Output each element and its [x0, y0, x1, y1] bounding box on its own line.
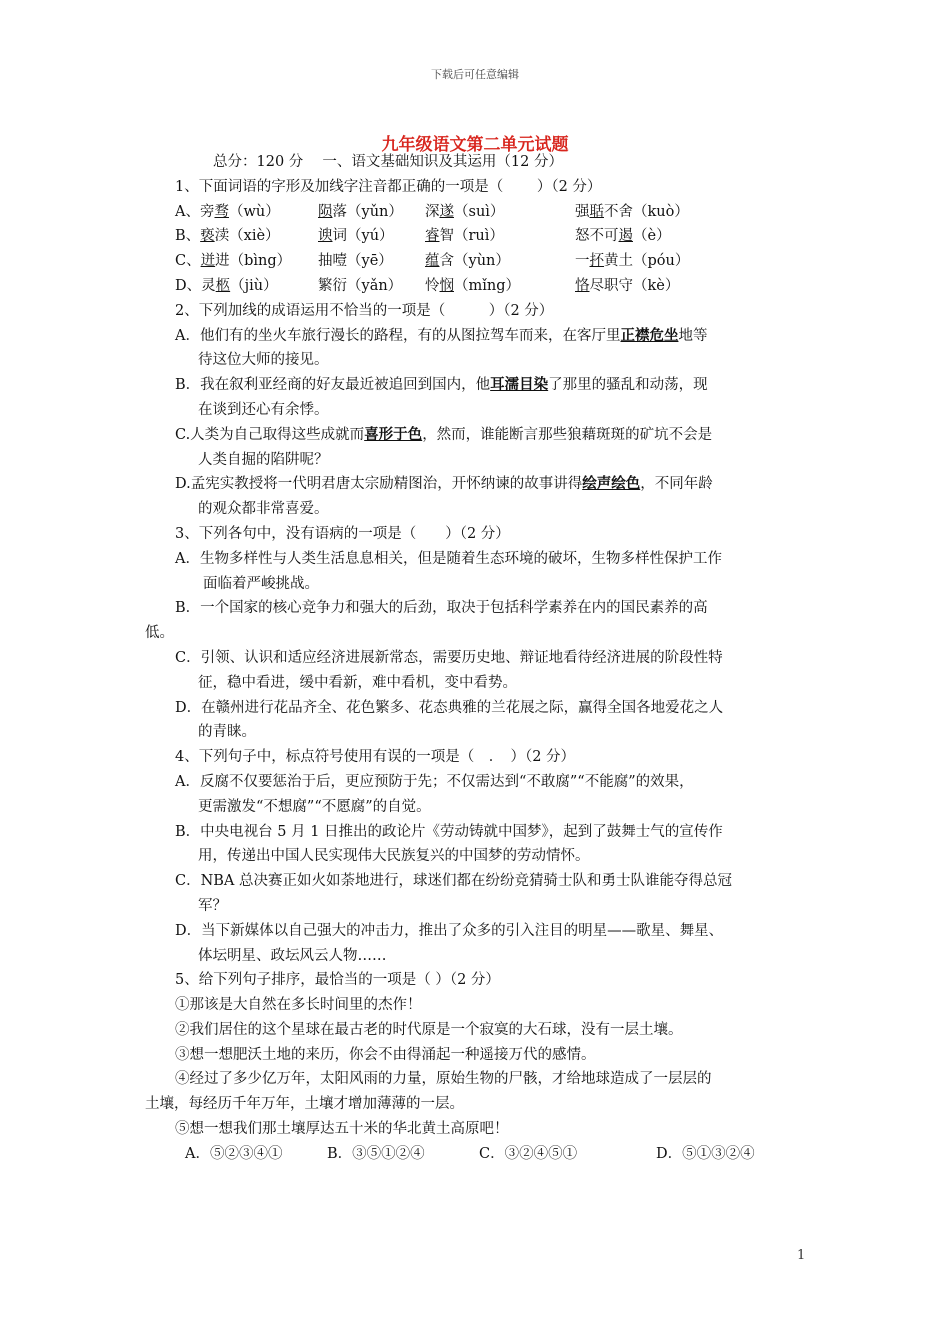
question-3-option-a-cont: 面临着严峻挑战。 [203, 575, 319, 592]
question-3-stem: 3、下列各句中，没有语病的一项是（ ）（2 分） [175, 525, 510, 542]
question-5-sentence-4-cont: 土壤，每经历千年万年，土壤才增加薄薄的一层。 [145, 1096, 464, 1113]
question-1-option-a: A、旁骛（wù） 陨落（yǔn） 深遂（suì） 强聒不舍（kuò） [175, 203, 689, 220]
question-3-option-c-cont: 征，稳中看进，缓中看新，难中看机，变中看势。 [198, 674, 517, 691]
question-2-option-c: C.人类为自己取得这些成就而喜形于色，然而，谁能断言那些狼藉斑斑的矿坑不会是 [175, 425, 713, 443]
score-summary: 总分：120 分 一、语文基础知识及其运用（12 分） [213, 154, 563, 170]
exam-content [145, 150, 810, 1167]
idiom-c: 喜形于色 [364, 425, 423, 443]
idiom-b: 耳濡目染 [490, 376, 549, 394]
question-1-option-d: D、灵柩（jiù） 繁衍（yǎn） 怜悯（mǐng） 恪尽职守（kè） [175, 277, 680, 294]
page-title: 九年级语文第二单元试题 [381, 135, 569, 155]
question-2-option-c-cont: 人类自掘的陷阱呢？ [198, 451, 329, 468]
question-2-option-b-cont: 在谈到还心有余悸。 [198, 401, 329, 418]
page-header-note: 下载后可任意编辑 [431, 68, 519, 81]
question-5-sentence-3: ③想一想肥沃土地的来历，你会不由得涌起一种遥接万代的感情。 [175, 1046, 596, 1063]
question-4-option-a: A．反腐不仅要惩治于后，更应预防于先；不仅需达到“不敢腐”“不能腐”的效果， [175, 773, 694, 790]
question-2-option-a: A．他们有的坐火车旅行漫长的路程，有的从图拉驾车而来，在客厅里正襟危坐地等 [175, 326, 708, 344]
question-4-option-c-cont: 军？ [198, 897, 227, 914]
question-3-option-c: C．引领、认识和适应经济进展新常态，需要历史地、辩证地看待经济进展的阶段性特 [175, 649, 723, 666]
question-3-option-b: B．一个国家的核心竞争力和强大的后劲，取决于包括科学素养在内的国民素养的高 [175, 600, 708, 617]
question-5-sentence-5: ⑤想一想我们那土壤厚达五十米的华北黄土高原吧！ [175, 1121, 509, 1138]
question-4-stem: 4、下列句子中，标点符号使用有误的一项是（ ． ）（2 分） [175, 749, 576, 766]
idiom-d: 绘声绘色 [582, 475, 641, 493]
question-4-option-b: B．中央电视台 5 月 1 日推出的政论片《劳动铸就中国梦》，起到了鼓舞士气的宣传作 [175, 823, 723, 840]
choice-b: B．③⑤①②④ [327, 1145, 425, 1162]
question-5-sentence-2: ②我们居住的这个星球在最古老的时代原是一个寂寞的大石球，没有一层土壤。 [175, 1021, 683, 1038]
idiom-a: 正襟危坐 [620, 326, 679, 344]
question-4-option-a-cont: 更需激发“不想腐”“不愿腐”的自觉。 [198, 798, 431, 815]
question-3-option-d-cont: 的青睐。 [198, 724, 256, 741]
question-5-sentence-4: ④经过了多少亿万年，太阳风雨的力量，原始生物的尸骸，才给地球造成了一层层的 [175, 1071, 712, 1088]
choice-d: D．⑤①③②④ [656, 1145, 755, 1162]
choice-c: C．③②④⑤① [479, 1145, 578, 1162]
question-5-sentence-1: ①那该是大自然在多长时间里的杰作！ [175, 997, 422, 1014]
question-1-option-c: C、迸进（bìng） 抽噎（yē） 蕴含（yùn） 一抔黄土（póu） [175, 253, 690, 270]
question-1-stem: 1、下面词语的字形及加线字注音都正确的一项是（ ）（2 分） [175, 178, 602, 195]
question-3-option-d: D．在赣州进行花品齐全、花色繁多、花态典雅的兰花展之际，赢得全国各地爱花之人 [175, 699, 724, 716]
page-number: 1 [797, 1248, 806, 1263]
choice-a: A．⑤②③④① [185, 1145, 283, 1162]
question-2-option-d-cont: 的观众都非常喜爱。 [198, 501, 329, 518]
question-3-option-b-cont: 低。 [145, 625, 174, 642]
question-4-option-d: D．当下新媒体以自己强大的冲击力，推出了众多的引入注目的明星——歌星、舞星、 [175, 922, 724, 939]
question-2-stem: 2、下列加线的成语运用不恰当的一项是（ ）（2 分） [175, 302, 554, 319]
question-4-option-c: C．NBA 总决赛正如火如荼地进行，球迷们都在纷纷竞猜骑士队和勇士队谁能夺得总冠 [175, 873, 733, 890]
question-4-option-b-cont: 用，传递出中国人民实现伟大民族复兴的中国梦的劳动情怀。 [198, 848, 590, 865]
question-1-option-b: B、亵渎（xiè） 谀词（yú） 睿智（ruì） 怒不可遏（è） [175, 228, 671, 245]
question-2-option-b: B．我在叙利亚经商的好友最近被追回到国内，他耳濡目染了那里的骚乱和动荡，现 [175, 376, 708, 394]
question-3-option-a: A．生物多样性与人类生活息息相关，但是随着生态环境的破坏，生物多样性保护工作 [175, 550, 722, 567]
question-2-option-a-cont: 待这位大师的接见。 [198, 352, 329, 369]
question-5-stem: 5、给下列句子排序，最恰当的一项是（ ）（2 分） [175, 972, 500, 989]
question-2-option-d: D.孟宪实教授将一代明君唐太宗励精图治，开怀纳谏的故事讲得绘声绘色，不同年龄 [175, 475, 713, 493]
question-5-choices [145, 1142, 810, 1167]
question-4-option-d-cont: 体坛明星、政坛风云人物…… [198, 947, 387, 964]
